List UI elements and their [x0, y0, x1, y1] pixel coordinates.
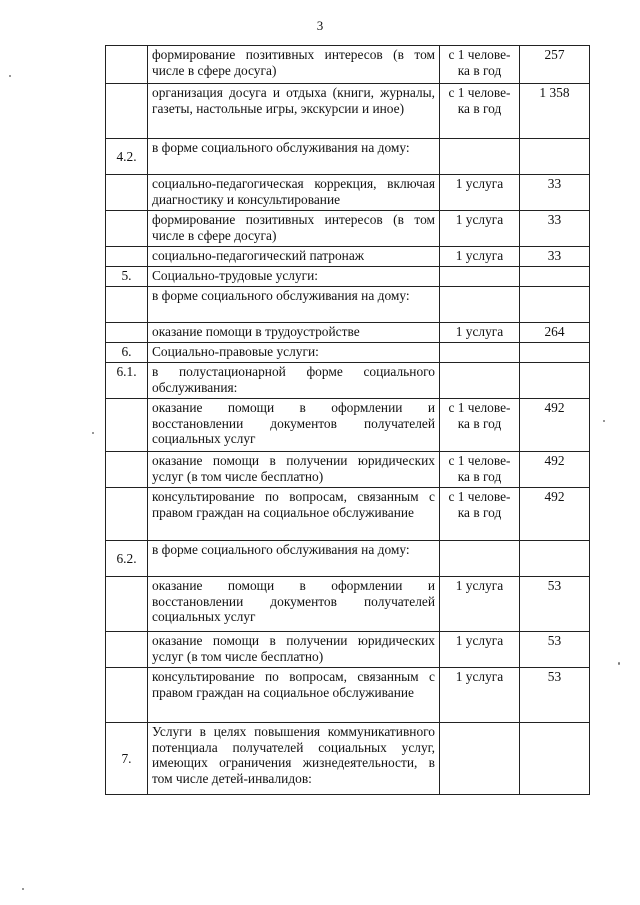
service-value: [520, 541, 590, 577]
page-number: 3: [316, 18, 324, 33]
service-name: в форме социального обслуживания на дому:: [148, 139, 440, 175]
table-row: [106, 363, 590, 399]
service-name: в полустационарной форме социального обслуживания:: [148, 363, 440, 399]
table-row: [106, 247, 590, 267]
service-value: 257: [520, 46, 590, 84]
row-number: 6.: [106, 343, 148, 363]
table-row: [106, 723, 590, 795]
service-unit: с 1 челове-ка в год: [440, 488, 520, 541]
service-unit: 1 услуга: [440, 211, 520, 247]
service-name: оказание помощи в получении юридических услуг (в том числе бесплатно): [148, 632, 440, 668]
row-number: [106, 323, 148, 343]
service-name: организация досуга и отдыха (книги, журналы, газеты, настольные игры, экскурсии и иное): [148, 84, 440, 139]
scan-speck: [92, 432, 94, 434]
scan-speck: [603, 420, 605, 422]
table-row: [106, 488, 590, 541]
row-number: 6.1.: [106, 363, 148, 399]
service-value: [520, 363, 590, 399]
service-name: Социально-правовые услуги:: [148, 343, 440, 363]
table-row: [106, 541, 590, 577]
service-unit: с 1 челове-ка в год: [440, 46, 520, 84]
service-value: 33: [520, 247, 590, 267]
service-unit: 1 услуга: [440, 175, 520, 211]
service-name: в форме социального обслуживания на дому:: [148, 287, 440, 323]
scan-speck: [618, 662, 620, 665]
service-unit: [440, 541, 520, 577]
service-value: 492: [520, 452, 590, 488]
row-number: [106, 287, 148, 323]
row-number: [106, 175, 148, 211]
service-value: 1 358: [520, 84, 590, 139]
service-unit: [440, 343, 520, 363]
service-unit: [440, 139, 520, 175]
service-value: [520, 343, 590, 363]
service-unit: 1 услуга: [440, 632, 520, 668]
table-row: [106, 399, 590, 452]
row-number: 6.2.: [106, 541, 148, 577]
service-name: Социально-трудовые услуги:: [148, 267, 440, 287]
services-table: [105, 45, 590, 795]
service-unit: 1 услуга: [440, 577, 520, 632]
service-value: [520, 267, 590, 287]
scan-speck: [22, 888, 24, 890]
row-number: [106, 668, 148, 723]
row-number: [106, 488, 148, 541]
row-number: [106, 247, 148, 267]
service-unit: [440, 723, 520, 795]
row-number: [106, 46, 148, 84]
service-name: консультирование по вопросам, связанным с правом граждан на социальное обслуживание: [148, 488, 440, 541]
row-number: [106, 452, 148, 488]
service-unit: 1 услуга: [440, 668, 520, 723]
service-value: 492: [520, 488, 590, 541]
table-row: [106, 632, 590, 668]
row-number: [106, 84, 148, 139]
service-name: оказание помощи в трудоустройстве: [148, 323, 440, 343]
service-name: формирование позитивных интересов (в том числе в сфере досуга): [148, 211, 440, 247]
service-value: 53: [520, 577, 590, 632]
service-value: [520, 723, 590, 795]
table-row: [106, 267, 590, 287]
table-row: [106, 287, 590, 323]
table-row: [106, 323, 590, 343]
service-name: оказание помощи в оформлении и восстановлении документов получателей социальных услуг: [148, 577, 440, 632]
service-name: оказание помощи в получении юридических услуг (в том числе бесплатно): [148, 452, 440, 488]
table-row: [106, 46, 590, 84]
table-row: [106, 452, 590, 488]
service-name: Услуги в целях повышения коммуникативного потенциала получателей социальных услуг, имеющих ограничения жизнедеятельности, в том числе детей-инвалидов:: [148, 723, 440, 795]
table-row: [106, 668, 590, 723]
service-unit: 1 услуга: [440, 323, 520, 343]
table-row: [106, 211, 590, 247]
row-number: [106, 399, 148, 452]
scan-speck: [9, 75, 11, 77]
table-row: [106, 84, 590, 139]
table-row: [106, 343, 590, 363]
service-value: 53: [520, 632, 590, 668]
row-number: [106, 577, 148, 632]
service-value: 33: [520, 211, 590, 247]
table-row: [106, 175, 590, 211]
service-value: 492: [520, 399, 590, 452]
service-unit: [440, 363, 520, 399]
service-value: 33: [520, 175, 590, 211]
service-name: формирование позитивных интересов (в том числе в сфере досуга): [148, 46, 440, 84]
service-value: [520, 287, 590, 323]
table-row: [106, 139, 590, 175]
service-unit: с 1 челове-ка в год: [440, 452, 520, 488]
row-number: 5.: [106, 267, 148, 287]
service-unit: [440, 267, 520, 287]
service-name: консультирование по вопросам, связанным с правом граждан на социальное обслуживание: [148, 668, 440, 723]
service-unit: 1 услуга: [440, 247, 520, 267]
service-name: оказание помощи в оформлении и восстановлении документов получателей социальных услуг: [148, 399, 440, 452]
row-number: [106, 632, 148, 668]
service-value: [520, 139, 590, 175]
service-name: в форме социального обслуживания на дому:: [148, 541, 440, 577]
service-unit: [440, 287, 520, 323]
service-value: 264: [520, 323, 590, 343]
row-number: 7.: [106, 723, 148, 795]
table-row: [106, 577, 590, 632]
service-unit: с 1 челове-ка в год: [440, 84, 520, 139]
service-name: социально-педагогическая коррекция, включая диагностику и консультирование: [148, 175, 440, 211]
service-unit: с 1 челове-ка в год: [440, 399, 520, 452]
row-number: 4.2.: [106, 139, 148, 175]
service-value: 53: [520, 668, 590, 723]
row-number: [106, 211, 148, 247]
service-name: социально-педагогический патронаж: [148, 247, 440, 267]
